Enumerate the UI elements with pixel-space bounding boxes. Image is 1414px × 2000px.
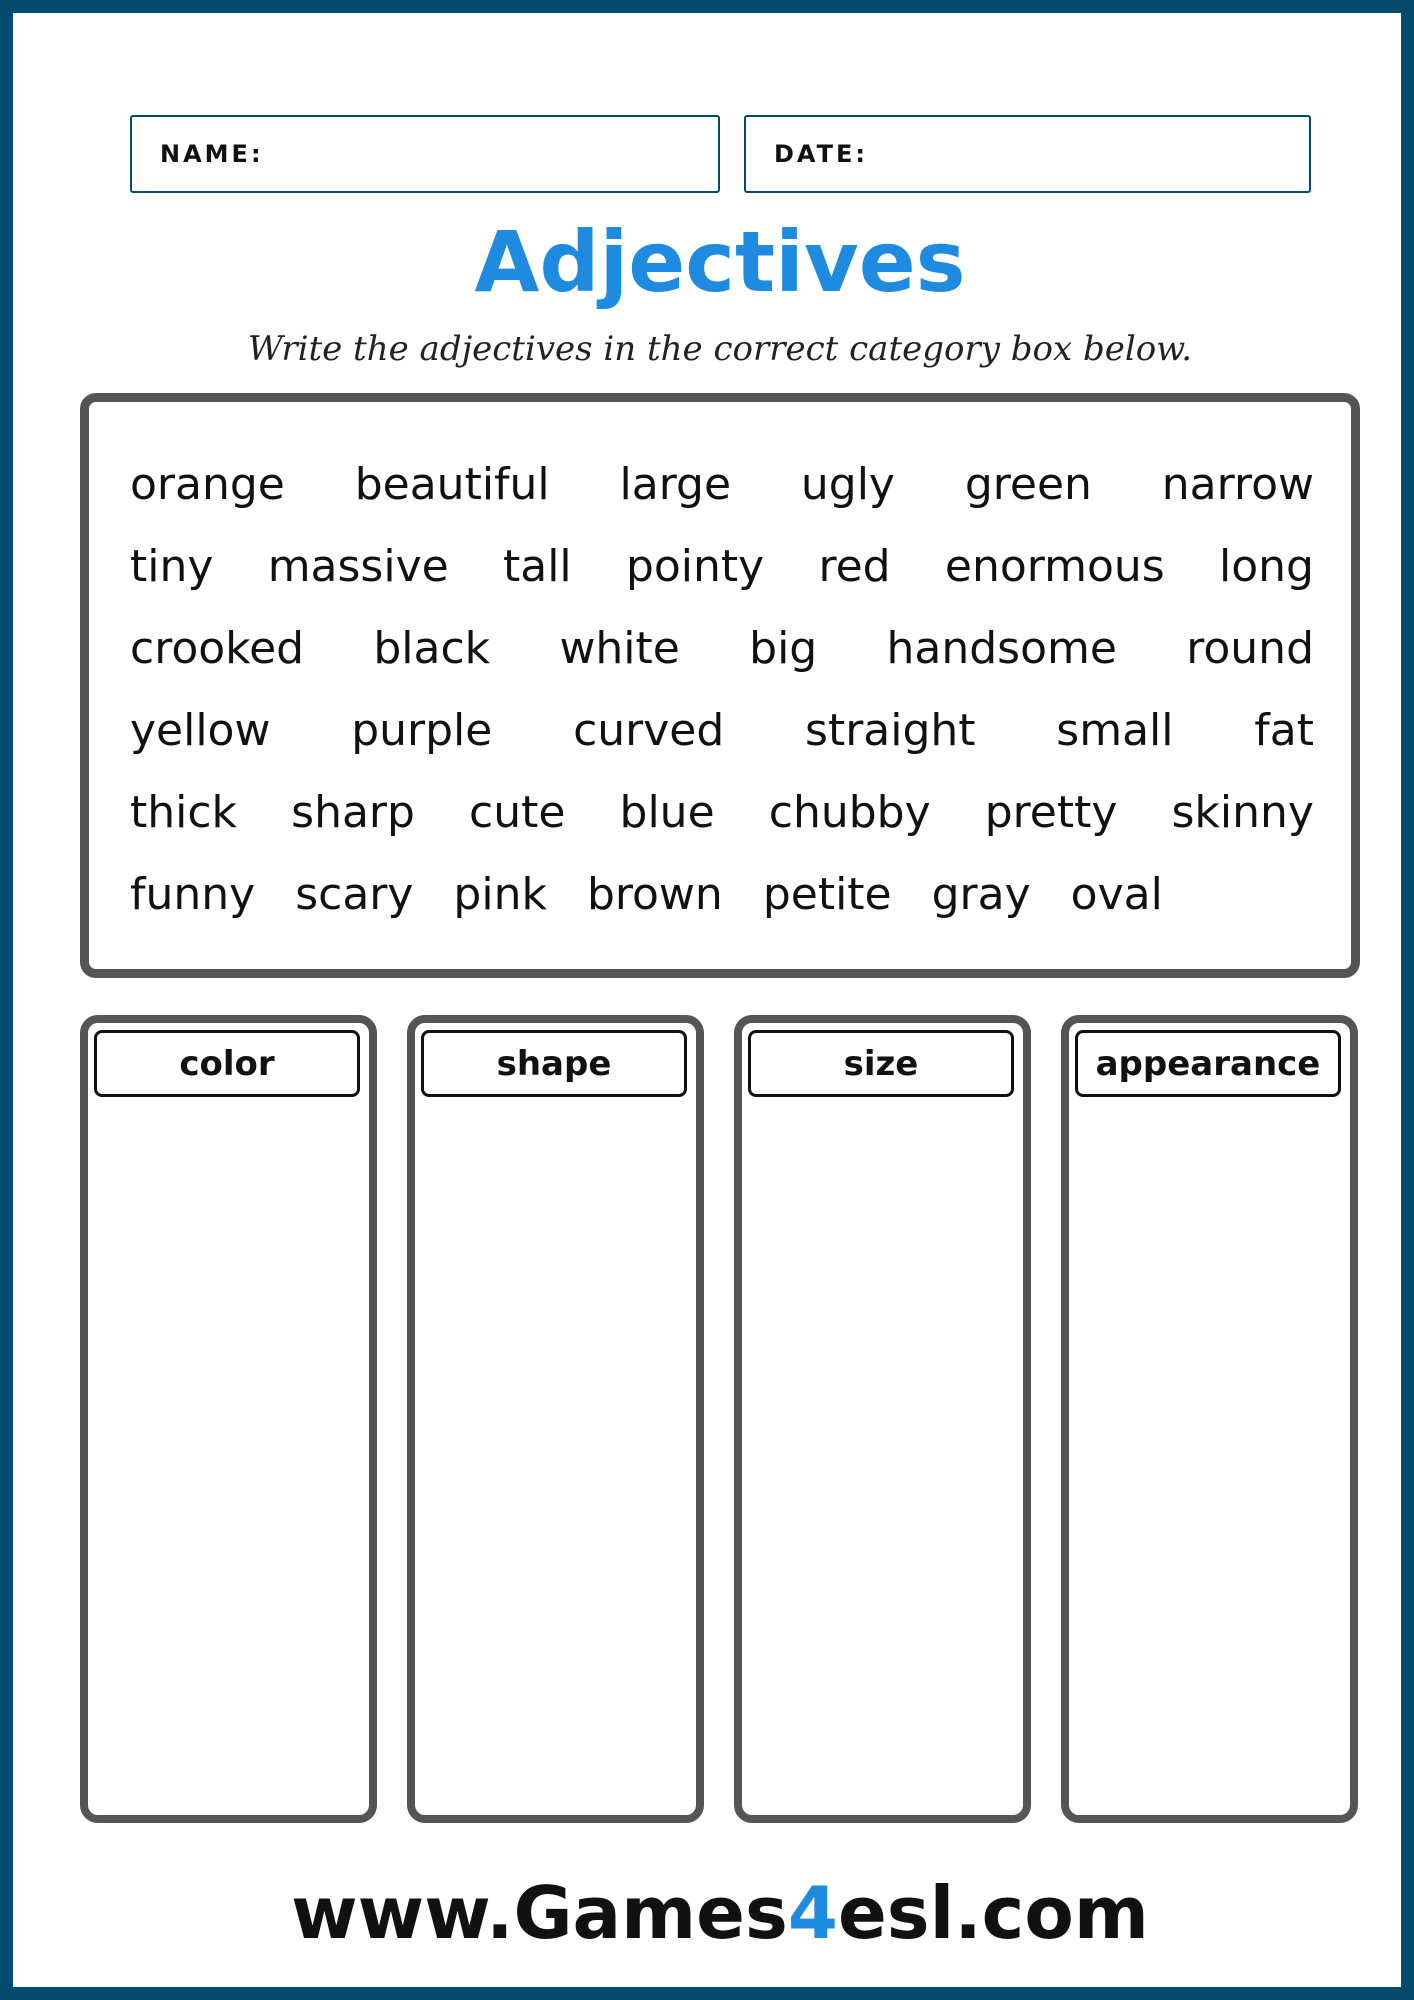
- name-field[interactable]: [130, 115, 720, 193]
- word: massive: [267, 540, 449, 592]
- word: crooked: [130, 622, 305, 674]
- date-field[interactable]: [744, 115, 1311, 193]
- word-row: [130, 531, 1314, 601]
- word: funny: [130, 868, 256, 920]
- word: blue: [619, 786, 715, 838]
- category-box-size[interactable]: [734, 1015, 1031, 1823]
- word: round: [1186, 622, 1314, 674]
- word: narrow: [1161, 458, 1314, 510]
- word: petite: [762, 868, 892, 920]
- name-label: NAME:: [160, 140, 264, 168]
- word: purple: [351, 704, 493, 756]
- word: pointy: [625, 540, 765, 592]
- word: yellow: [130, 704, 271, 756]
- word: pretty: [984, 786, 1118, 838]
- word: black: [373, 622, 491, 674]
- website-footer: [13, 1871, 1414, 1955]
- word: green: [964, 458, 1092, 510]
- word: long: [1218, 540, 1314, 592]
- footer-accent: 4: [787, 1871, 838, 1955]
- word-row: [130, 613, 1314, 683]
- word: sharp: [291, 786, 415, 838]
- word: thick: [130, 786, 238, 838]
- category-label: shape: [421, 1030, 687, 1097]
- category-box-shape[interactable]: [407, 1015, 704, 1823]
- word: handsome: [886, 622, 1117, 674]
- word-row: [130, 859, 1230, 929]
- word: cute: [469, 786, 566, 838]
- word: gray: [931, 868, 1031, 920]
- word: white: [559, 622, 680, 674]
- word: tiny: [130, 540, 214, 592]
- word: beautiful: [354, 458, 550, 510]
- instructions: Write the adjectives in the correct category box below.: [247, 329, 1193, 369]
- category-label: color: [94, 1030, 360, 1097]
- date-label: DATE:: [774, 140, 868, 168]
- word: pink: [453, 868, 547, 920]
- word: small: [1056, 704, 1174, 756]
- page-title: Adjectives: [474, 213, 966, 311]
- word: orange: [130, 458, 285, 510]
- word: enormous: [944, 540, 1165, 592]
- category-label: size: [748, 1030, 1014, 1097]
- word-row: [130, 449, 1314, 519]
- word-row: [130, 777, 1314, 847]
- word-row: [130, 695, 1314, 765]
- word: tall: [502, 540, 572, 592]
- footer-prefix: www.Games: [291, 1871, 788, 1955]
- word: large: [619, 458, 732, 510]
- footer-suffix: esl.com: [837, 1871, 1149, 1955]
- word: skinny: [1171, 786, 1314, 838]
- word: curved: [573, 704, 725, 756]
- word: oval: [1070, 868, 1163, 920]
- word: chubby: [768, 786, 931, 838]
- word: brown: [586, 868, 723, 920]
- word: fat: [1254, 704, 1314, 756]
- word: red: [818, 540, 891, 592]
- word: big: [749, 622, 818, 674]
- word: scary: [295, 868, 414, 920]
- category-label: appearance: [1075, 1030, 1341, 1097]
- word: ugly: [800, 458, 895, 510]
- word: straight: [805, 704, 976, 756]
- category-box-color[interactable]: [80, 1015, 377, 1823]
- category-box-appearance[interactable]: [1061, 1015, 1358, 1823]
